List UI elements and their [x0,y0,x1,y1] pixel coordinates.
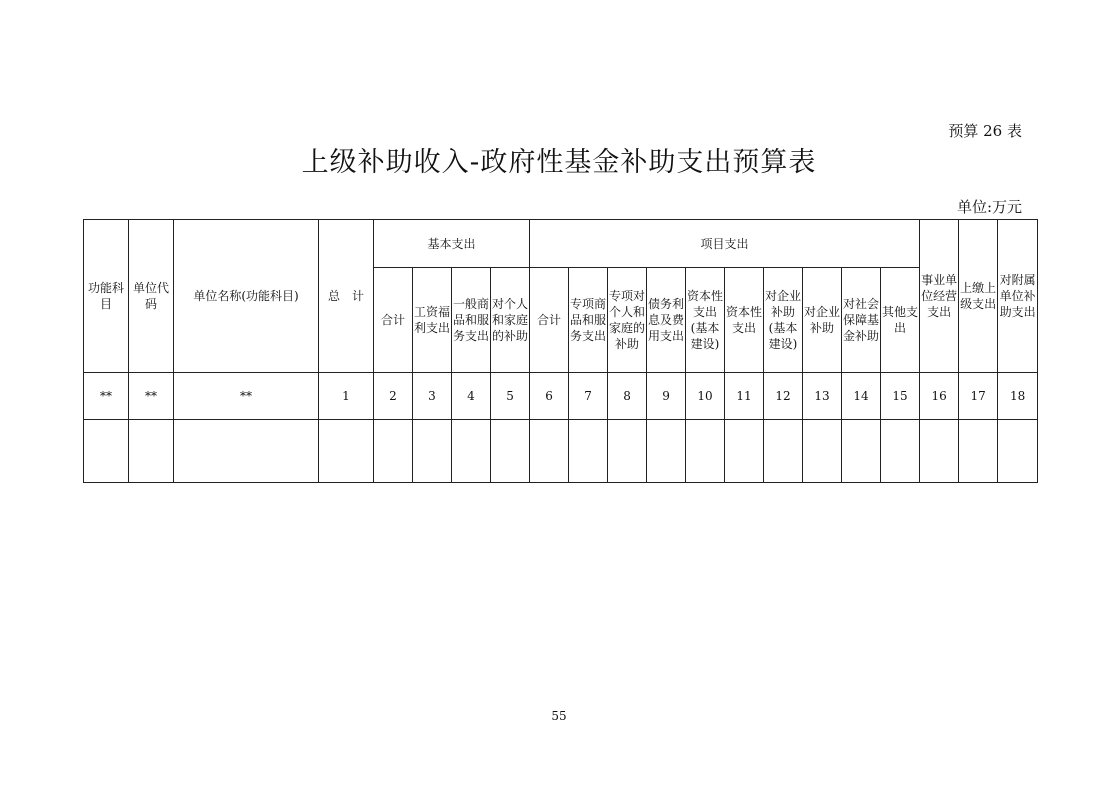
empty-cell [725,420,764,483]
index-cell: 15 [881,373,920,420]
empty-cell [959,420,998,483]
header-project-col: 对企业补助(基本建设) [764,268,803,373]
empty-cell [174,420,319,483]
index-cell: ** [129,373,174,420]
index-cell: 10 [686,373,725,420]
empty-cell [569,420,608,483]
header-project-col: 合计 [530,268,569,373]
empty-cell [319,420,374,483]
index-cell: 8 [608,373,647,420]
header-project-col: 对企业补助 [803,268,842,373]
empty-cell [881,420,920,483]
empty-cell [803,420,842,483]
header-basic-group: 基本支出 [374,220,530,268]
header-project-col: 对社会保障基金补助 [842,268,881,373]
header-project-group: 项目支出 [530,220,920,268]
header-upper: 上缴上级支出 [959,220,998,373]
index-cell: 18 [998,373,1038,420]
empty-cell [129,420,174,483]
header-unit-name: 单位名称(功能科目) [174,220,319,373]
empty-cell [452,420,491,483]
empty-cell [530,420,569,483]
header-project-col: 资本性支出 [725,268,764,373]
empty-cell [84,420,129,483]
index-cell: 17 [959,373,998,420]
index-cell: ** [174,373,319,420]
form-number: 预算 26 表 [948,122,1022,140]
page-number: 55 [551,709,567,723]
empty-cell [998,420,1038,483]
header-project-col: 其他支出 [881,268,920,373]
index-cell: 11 [725,373,764,420]
header-project-col: 专项商品和服务支出 [569,268,608,373]
header-affiliated: 对附属单位补助支出 [998,220,1038,373]
empty-cell [374,420,413,483]
empty-cell [764,420,803,483]
header-project-col: 债务利息及费用支出 [647,268,686,373]
empty-cell [842,420,881,483]
index-cell: 16 [920,373,959,420]
index-cell: 1 [319,373,374,420]
header-basic-col: 工资福利支出 [413,268,452,373]
index-cell: 9 [647,373,686,420]
header-project-col: 专项对个人和家庭的补助 [608,268,647,373]
empty-cell [647,420,686,483]
header-total: 总 计 [319,220,374,373]
header-basic-col: 对个人和家庭的补助 [491,268,530,373]
page-title: 上级补助收入-政府性基金补助支出预算表 [301,147,817,178]
header-basic-col: 合计 [374,268,413,373]
index-row [84,373,1038,420]
index-cell: 14 [842,373,881,420]
index-cell: 13 [803,373,842,420]
index-cell: ** [84,373,129,420]
empty-cell [491,420,530,483]
index-cell: 3 [413,373,452,420]
empty-data-row [84,420,1038,483]
index-cell: 6 [530,373,569,420]
empty-cell [920,420,959,483]
header-unit-code: 单位代码 [129,220,174,373]
header-func-subject: 功能科目 [84,220,129,373]
index-cell: 7 [569,373,608,420]
index-cell: 2 [374,373,413,420]
header-project-col: 资本性支出(基本建设) [686,268,725,373]
header-basic-col: 一般商品和服务支出 [452,268,491,373]
index-cell: 5 [491,373,530,420]
index-cell: 12 [764,373,803,420]
budget-table [83,219,1038,483]
empty-cell [608,420,647,483]
unit-label: 单位:万元 [956,198,1022,216]
empty-cell [686,420,725,483]
header-business: 事业单位经营支出 [920,220,959,373]
empty-cell [413,420,452,483]
index-cell: 4 [452,373,491,420]
